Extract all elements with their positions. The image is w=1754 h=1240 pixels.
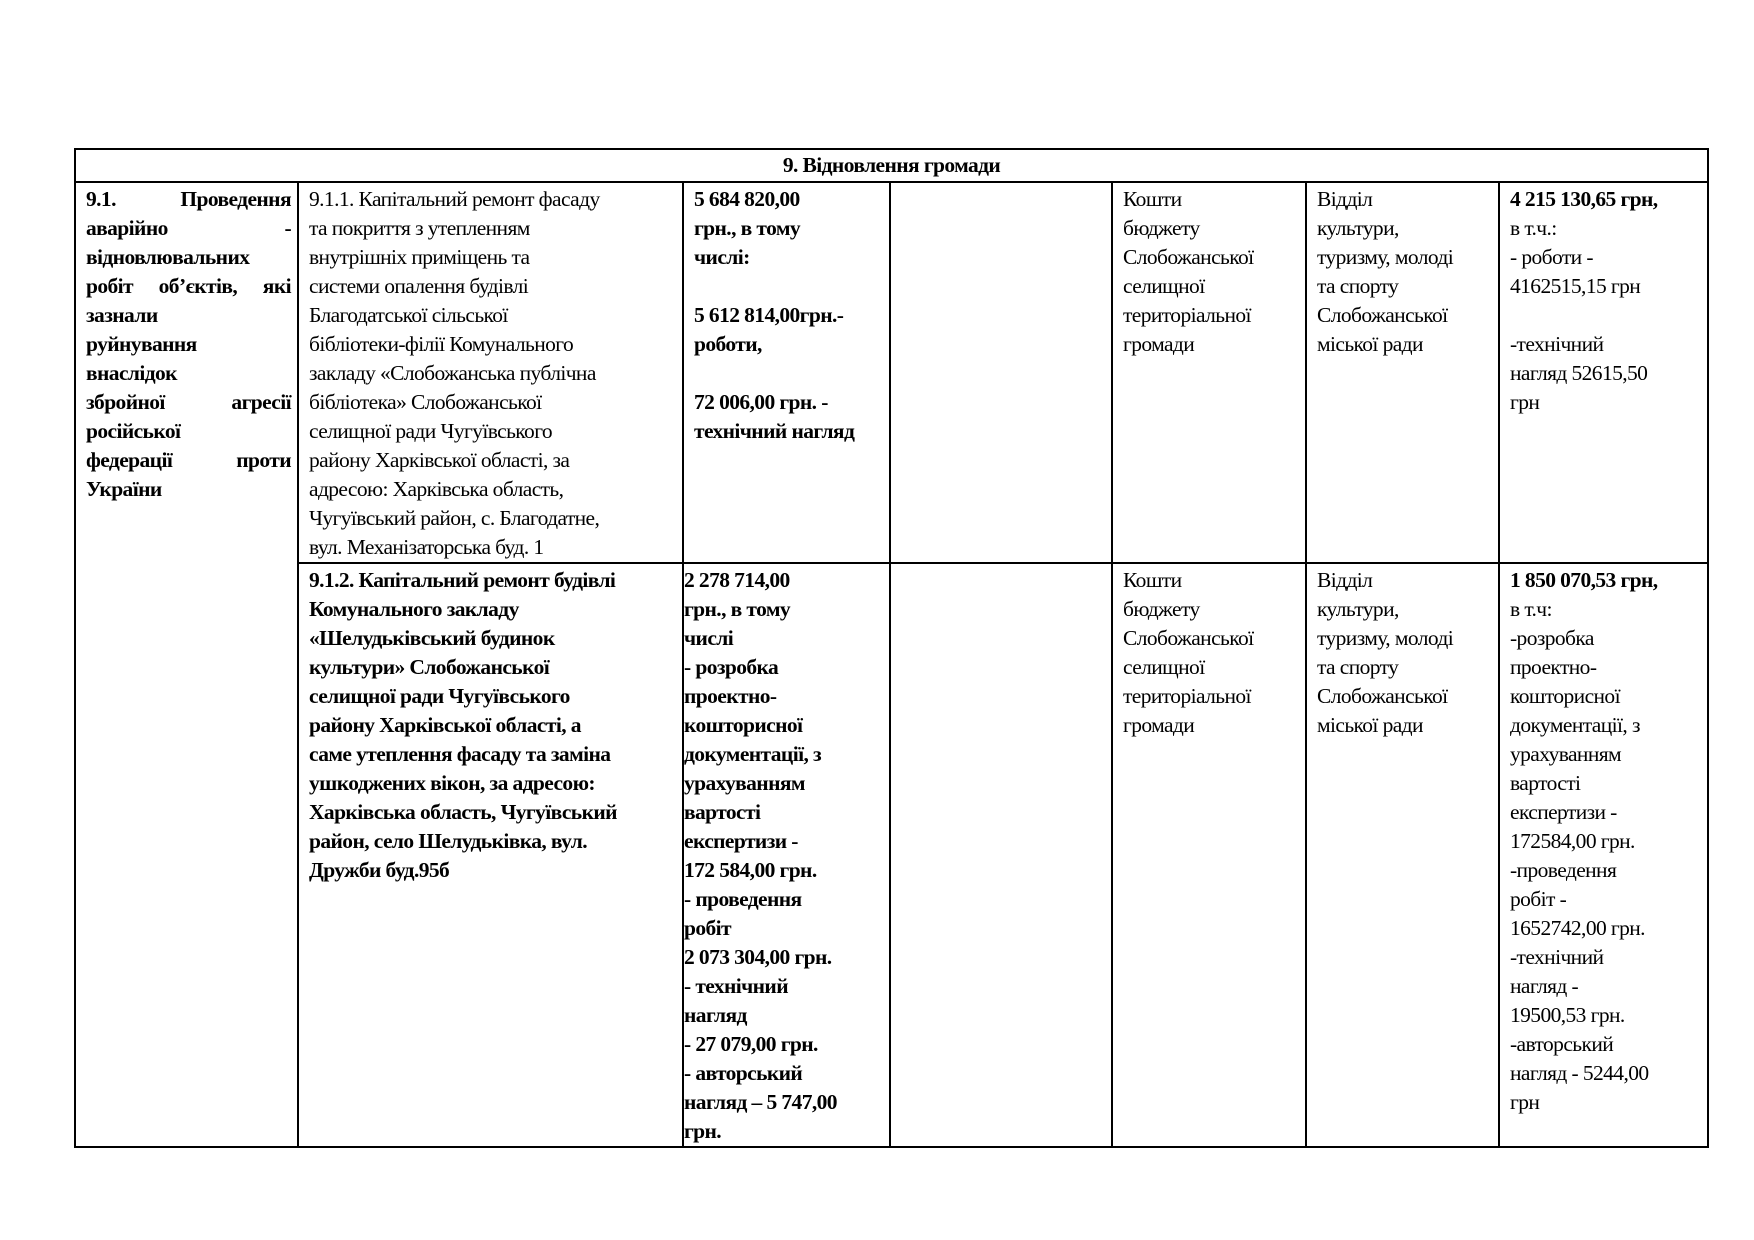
measure-line: збройної агресії (86, 390, 291, 414)
task-cell: 9.1.2. Капітальний ремонт будівлі Комунального закладу «Шелудьківський будинок культури» Слобожанської селищної ради Чугуївського району Харківської області, а саме утеплення фасаду та заміна ушкоджених вікон, за адресою: Харківська область, Чугуївський район, село Шелудьківка, вул. Дружби буд.95б (298, 563, 683, 1147)
measure-line: робіт об’єктів, які (86, 274, 291, 298)
executor-cell: Відділ культури, туризму, молоді та спорту Слобожанської міської ради (1306, 563, 1499, 1147)
spent-detail: в т.ч.: - роботи - 4162515,15 грн -технічний нагляд 52615,50 грн (1510, 216, 1648, 414)
measure-line: України (86, 477, 162, 501)
executor-cell: Відділ культури, туризму, молоді та спорту Слобожанської міської ради (1306, 182, 1499, 563)
plan-table (74, 148, 1709, 1148)
measure-line: зазнали (86, 303, 158, 327)
measure-line: 9.1. Проведення (86, 187, 291, 211)
spent-cell (1499, 182, 1708, 563)
spent-cell (1499, 563, 1708, 1147)
section-header-row (75, 149, 1708, 182)
spent-total: 4 215 130,65 грн, (1510, 187, 1658, 211)
measure-line: руйнування (86, 332, 197, 356)
funding-source-cell: Кошти бюджету Слобожанської селищної територіальної громади (1112, 563, 1306, 1147)
amount-cell: 5 684 820,00 грн., в тому числі: 5 612 814,00грн.- роботи, 72 006,00 грн. - технічний нагляд (683, 182, 890, 563)
section-title: 9. Відновлення громади (75, 149, 1708, 182)
measure-text (86, 185, 291, 504)
table-row (75, 563, 1708, 1147)
empty-cell (890, 563, 1112, 1147)
funding-source-cell: Кошти бюджету Слобожанської селищної територіальної громади (1112, 182, 1306, 563)
amount-cell: 2 278 714,00 грн., в тому числі - розробка проектно- кошторисної документації, з урахуванням вартості експертизи - 172 584,00 грн. - проведення робіт 2 073 304,00 грн. - технічний нагляд - 27 079,00 грн. - авторський нагляд – 5 747,00 грн. (683, 563, 890, 1147)
spent-total: 1 850 070,53 грн, (1510, 568, 1658, 592)
measure-line: російської (86, 419, 181, 443)
spent-detail: в т.ч: -розробка проектно- кошторисної документації, з урахуванням вартості експертизи - 172584,00 грн. -проведення робіт - 1652742,00 грн. -технічний нагляд - 19500,53 грн. -авторський нагляд - 5244,00 грн (1510, 597, 1649, 1114)
table-row (75, 182, 1708, 563)
empty-cell (890, 182, 1112, 563)
measure-line: федерації проти (86, 448, 291, 472)
task-cell: 9.1.1. Капітальний ремонт фасаду та покриття з утепленням внутрішніх приміщень та системи опалення будівлі Благодатської сільської бібліотеки-філії Комунального закладу «Слобожанська публічна бібліотека» Слобожанської селищної ради Чугуївського району Харківської області, за адресою: Харківська область, Чугуївський район, с. Благодатне, вул. Механізаторська буд. 1 (298, 182, 683, 563)
measure-line: відновлювальних (86, 245, 250, 269)
measure-cell (75, 182, 298, 1147)
measure-line: аварійно - (86, 216, 291, 240)
measure-line: внаслідок (86, 361, 177, 385)
